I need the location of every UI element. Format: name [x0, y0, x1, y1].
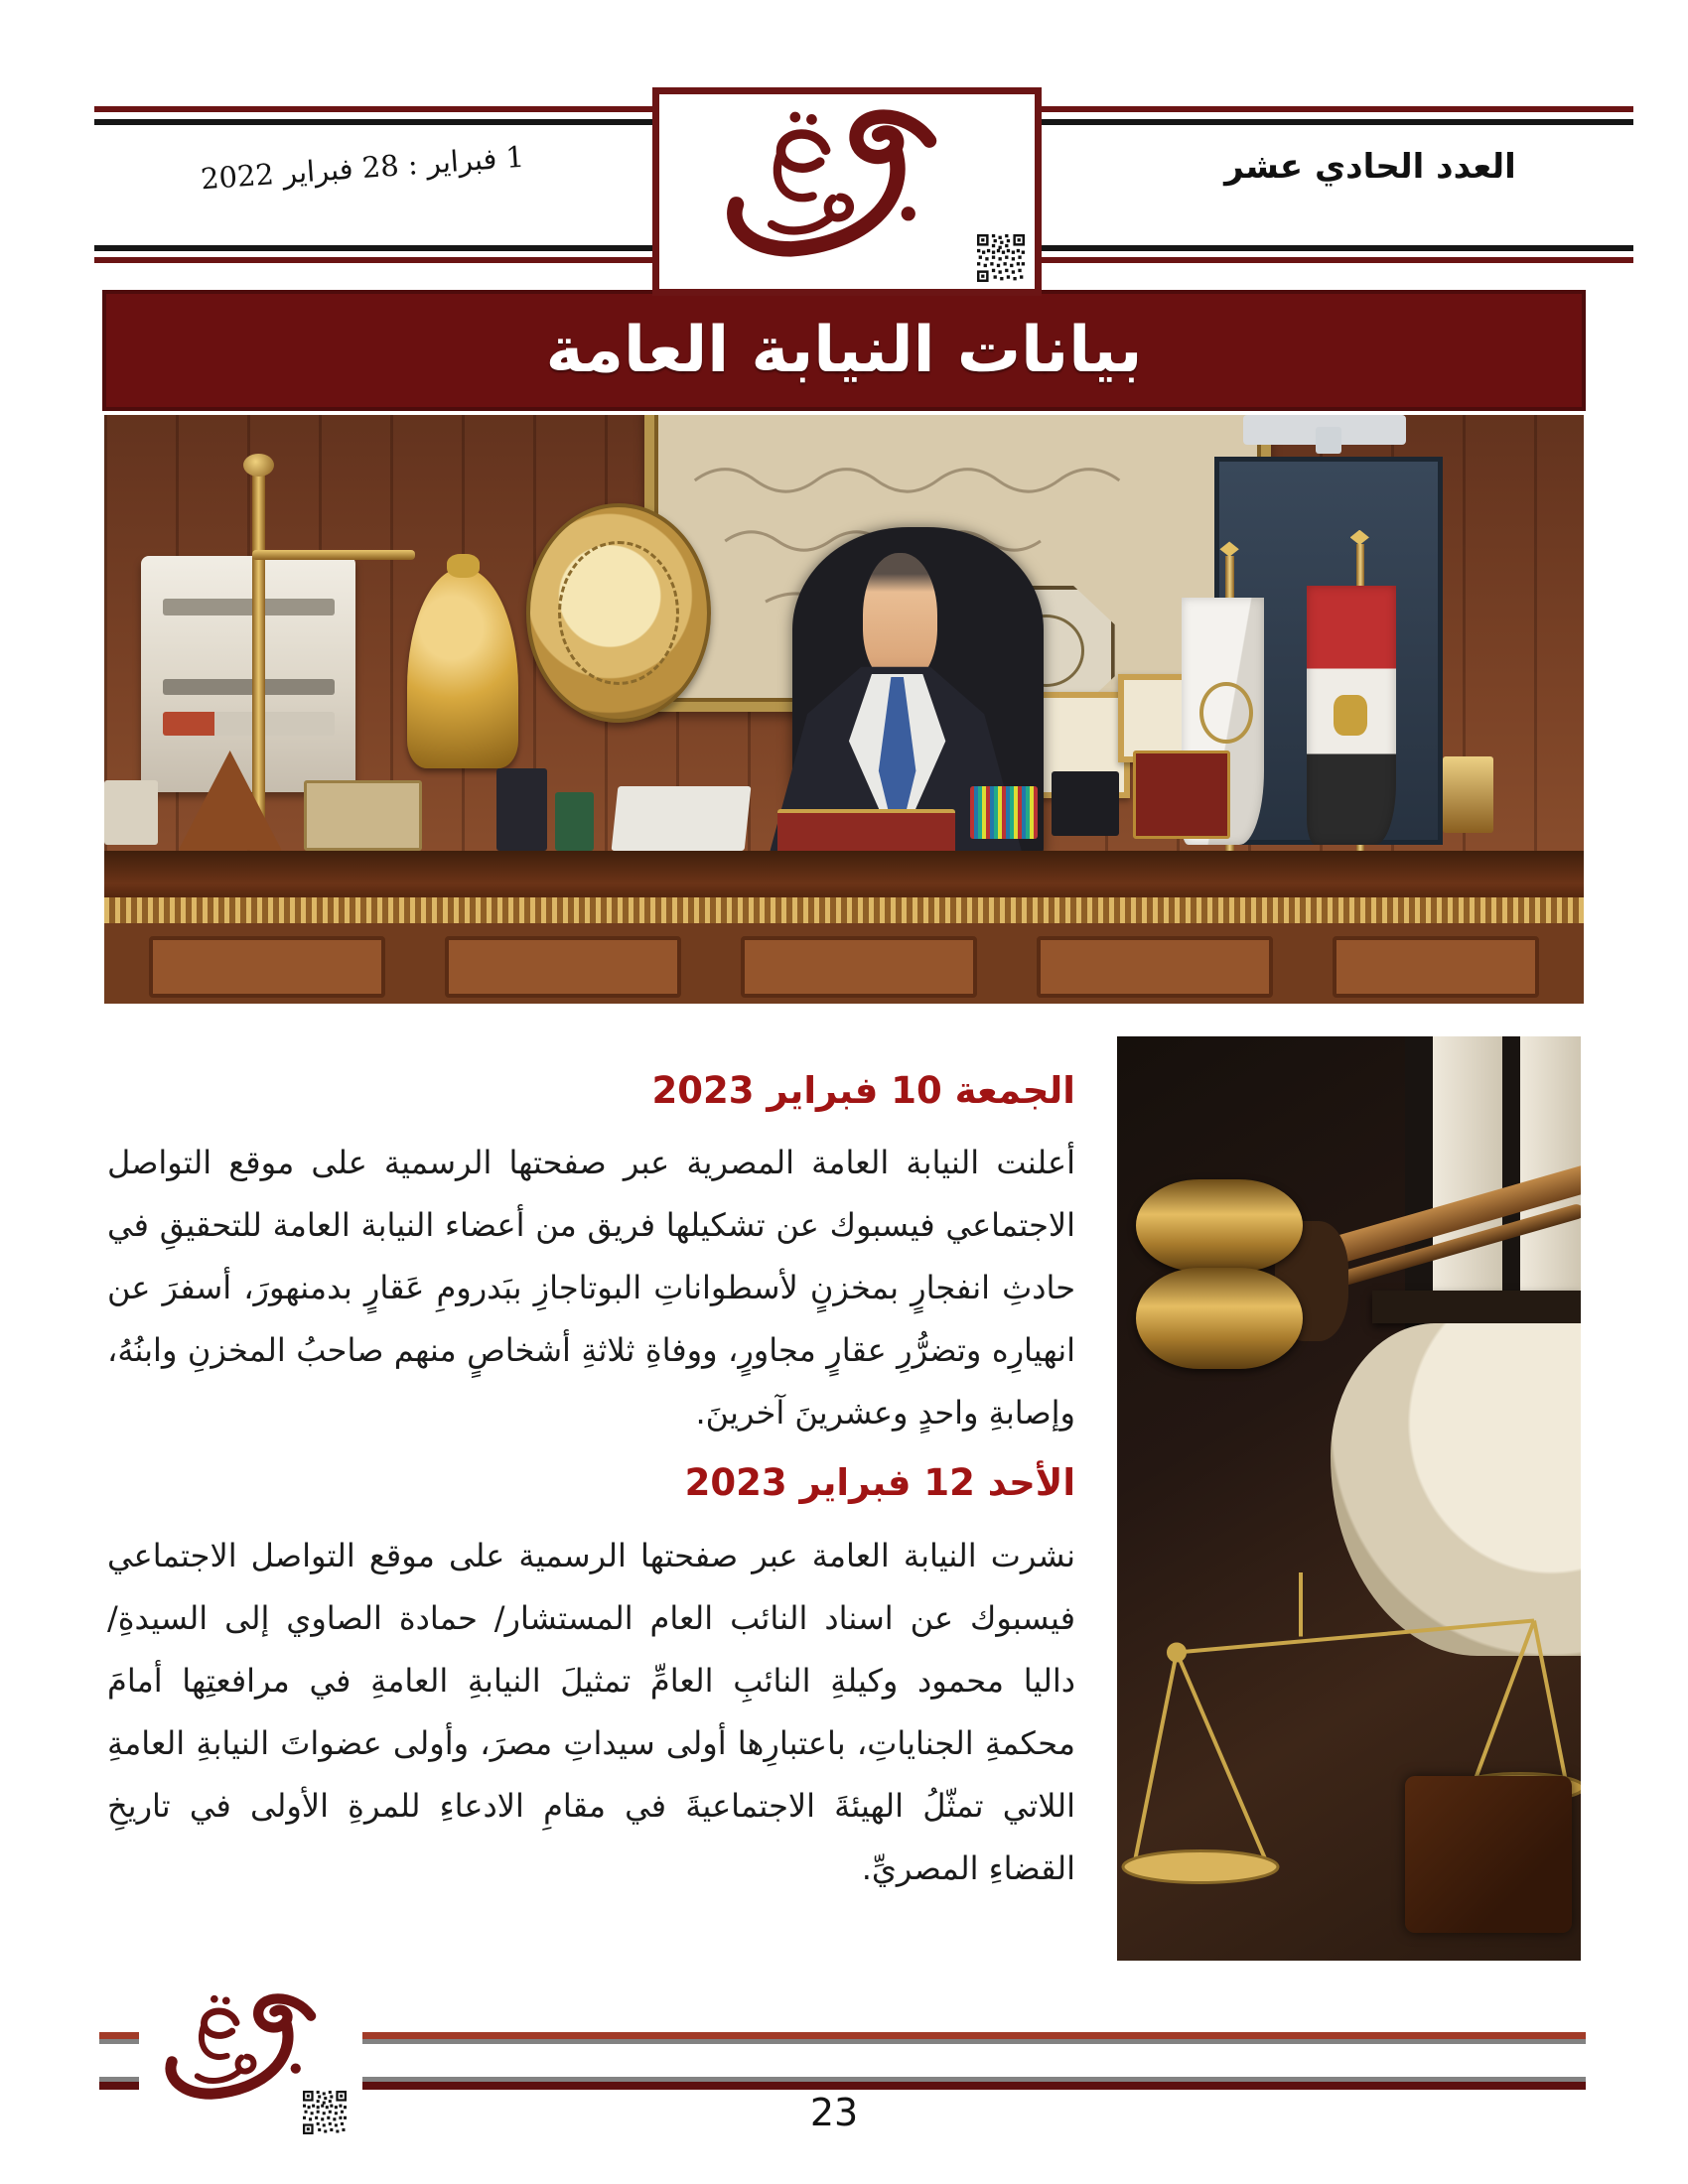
- tissue-box: [304, 780, 422, 851]
- gold-decorative-plate: [526, 503, 712, 723]
- qr-code-icon: [975, 234, 1027, 282]
- entry-date-heading-1: الجمعة 10 فبراير 2023: [651, 1069, 1075, 1112]
- qr-code-icon: [301, 2091, 349, 2134]
- ledge: [1372, 1291, 1581, 1323]
- desk-front: [104, 897, 1584, 1004]
- pen-holder: [496, 768, 547, 851]
- desk-phone: [1052, 771, 1120, 836]
- papers: [612, 786, 752, 851]
- gavel-head-top: [1136, 1179, 1303, 1272]
- justice-side-photo: [1117, 1036, 1581, 1961]
- egypt-flag: [1307, 586, 1395, 845]
- prosecutor-portrait-head: [863, 553, 937, 682]
- brass-stand-arm: [252, 550, 415, 559]
- issue-number-label: العدد الحادي عشر: [1224, 147, 1516, 187]
- gavel-head-bottom: [1136, 1268, 1303, 1369]
- entry-paragraph-2: نشرت النيابة العامة عبر صفحتها الرسمية على موقع التواصل الاجتماعي فيسبوك عن اسناد النائب العام المستشار/ حمادة الصاوي إلى السيدةِ/ داليا محمود وكيلةِ النائبِ العامِّ تمثيلَ النيابةِ العامةِ في مرافعتِها أمامَ محكمةِ الجناياتِ، باعتبارِها أولى سيداتِ مصرَ، وأولى عضواتَ النيابةِ العامةِ اللاتي تمثّلُ الهيئةَ الاجتماعيةَ في مقامِ الادعاءِ للمرةِ الأولى في تاريخِ القضاءِ المصريِّ.: [107, 1536, 1075, 1887]
- printer: [141, 556, 355, 791]
- entry-date-heading-2: الأحد 12 فبراير 2023: [684, 1461, 1075, 1505]
- desk-top: [104, 851, 1584, 897]
- gold-trophy: [1443, 756, 1493, 833]
- desk-accessory: [555, 792, 594, 851]
- issue-date-range: 1 فبراير : 28 فبراير 2022: [199, 139, 526, 197]
- wood-block: [1405, 1776, 1572, 1933]
- brass-stand-pole: [252, 468, 265, 821]
- red-gold-box: [1133, 751, 1230, 839]
- article-body: [107, 1068, 1075, 1910]
- section-banner: [102, 290, 1586, 411]
- footer-logo: [139, 1987, 362, 2136]
- section-title: بيانات النيابة العامة: [545, 314, 1143, 387]
- paper-stack: [104, 780, 158, 845]
- colored-pens: [970, 786, 1039, 839]
- masthead-logo: [652, 87, 1042, 296]
- main-photo: [104, 415, 1584, 1004]
- logo-calligraphy-icon: [665, 98, 1003, 275]
- entry-paragraph-1: أعلنت النيابة العامة المصرية عبر صفحتها الرسمية على موقع التواصل الاجتماعي فيسبوك عن تشكيلها فريق من أعضاء النيابة العامة للتحقيقِ في حادثِ انفجارٍ بمخزنٍ لأسطواناتِ البوتاجازِ ببَدرومِ عَقارٍ بدمنهورَ، أسفرَ عن انهيارِه وتضرُّرِ عقارٍ مجاورٍ، ووفاةِ ثلاثةِ أشخاصٍ منهم صاحبُ المخزنِ وابنُهُ، وإصابةِ واحدٍ وعشرينَ آخرينَ.: [107, 1144, 1075, 1433]
- page-number: 23: [809, 2091, 859, 2134]
